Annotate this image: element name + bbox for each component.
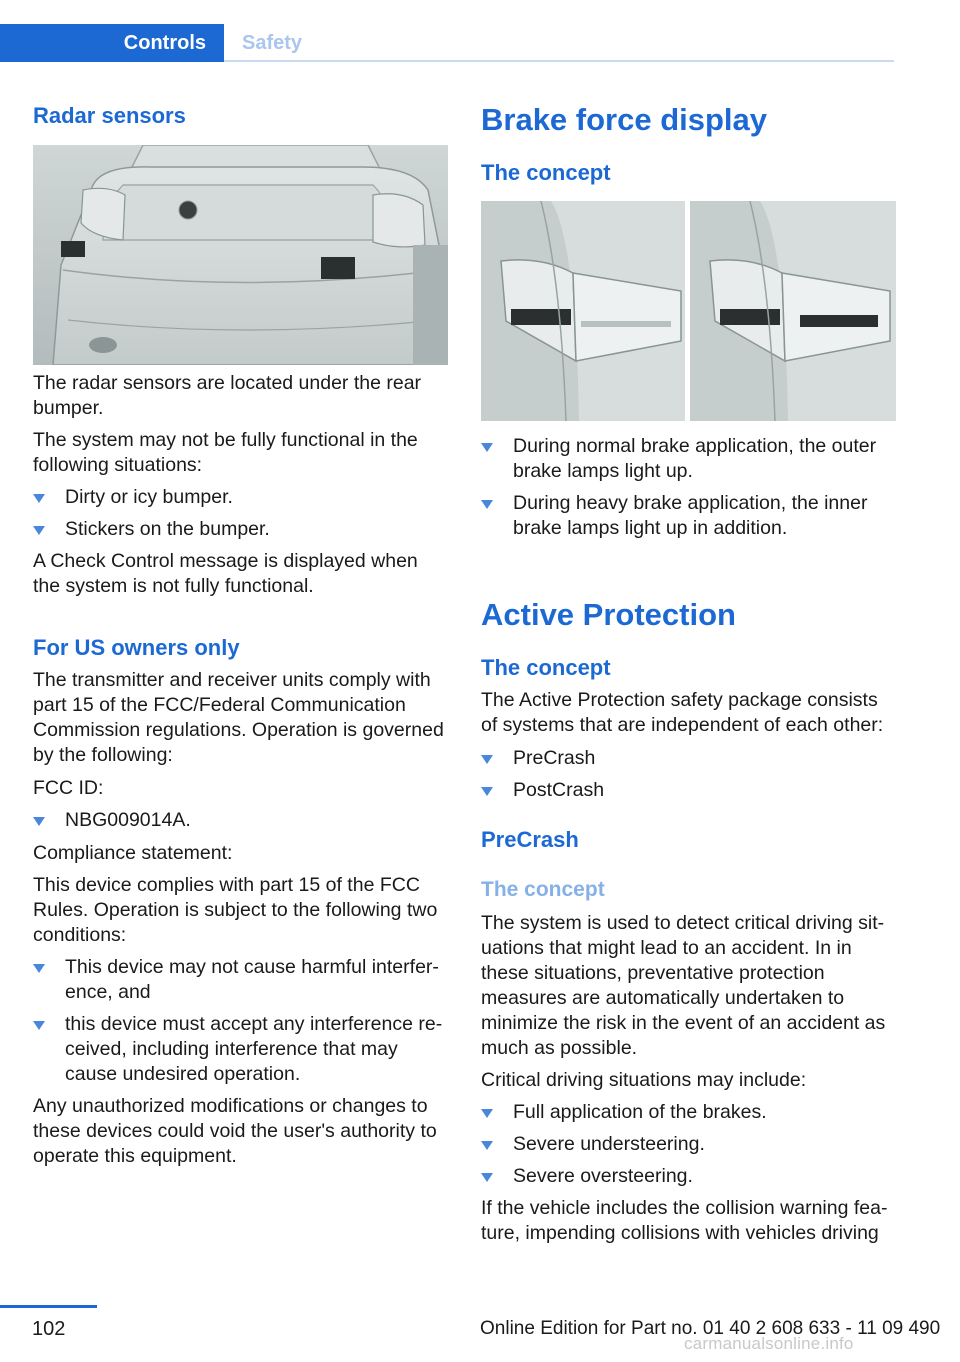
active-protection-systems-list <box>481 746 897 810</box>
precrash-paragraph-situations: Critical driving situations may include: <box>481 1069 807 1091</box>
online-edition-note: Online Edition for Part no. 01 40 2 608 633 - 11 09 490 <box>480 1318 941 1339</box>
active-concept-heading: The concept <box>481 655 611 680</box>
list-item: Severe oversteering. <box>481 1164 897 1189</box>
precrash-heading: PreCrash <box>481 827 579 852</box>
fcc-id-list <box>33 808 449 840</box>
radar-sensors-heading: Radar sensors <box>33 103 186 128</box>
list-item: this device must accept any interference received, including interference that may cause undesired operation. <box>33 1012 449 1087</box>
active-protection-paragraph: The Active Protection safety package consists of systems that are independent of each other: <box>481 689 884 736</box>
radar-situation-list <box>33 485 449 549</box>
list-item: Stickers on the bumper. <box>33 517 449 542</box>
page-number: 102 <box>32 1318 66 1340</box>
tab-safety[interactable]: Safety <box>242 31 303 54</box>
radar-paragraph-location: The radar sensors are located under the rear bumper. <box>33 372 422 419</box>
list-item: Severe understeering. <box>481 1132 897 1157</box>
radar-paragraph-situations: The system may not be fully functional in the following situations: <box>33 429 418 476</box>
list-item: During heavy brake application, the inner brake lamps light up in addition. <box>481 491 897 541</box>
list-item: PreCrash <box>481 746 897 771</box>
section-tabs <box>0 0 960 64</box>
bullet-triangle-icon <box>33 494 45 503</box>
list-item: This device may not cause harmful interference, and <box>33 955 449 1005</box>
radar-sensor-car-rear-image <box>33 145 448 365</box>
list-item: PostCrash <box>481 778 897 803</box>
fcc-id-label: FCC ID: <box>33 777 104 799</box>
critical-situations-list <box>481 1100 897 1196</box>
us-owners-paragraph: The transmitter and receiver units comply with part 15 of the FCC/Federal Communication Commission regulations. Operation is governed by the following: <box>33 669 444 766</box>
bullet-triangle-icon <box>481 1109 493 1118</box>
brake-concept-heading: The concept <box>481 160 611 185</box>
bullet-triangle-icon <box>481 1141 493 1150</box>
collision-warning-paragraph: If the vehicle includes the collision warning feature, impending collisions with vehicles driving <box>481 1197 888 1244</box>
brake-lamp-list <box>481 434 897 548</box>
list-item: Full application of the brakes. <box>481 1100 897 1125</box>
compliance-label: Compliance statement: <box>33 842 233 864</box>
list-item: Dirty or icy bumper. <box>33 485 449 510</box>
watermark-text: carmanualsonline.info <box>684 1334 854 1353</box>
bullet-triangle-icon <box>33 526 45 535</box>
active-protection-heading: Active Protection <box>481 597 736 632</box>
tab-controls[interactable]: Controls <box>0 24 224 62</box>
bullet-triangle-icon <box>33 1021 45 1030</box>
bullet-triangle-icon <box>481 787 493 796</box>
us-owners-heading: For US owners only <box>33 635 240 660</box>
bullet-triangle-icon <box>481 755 493 764</box>
precrash-paragraph-detect: The system is used to detect critical driving situations that might lead to an accident. In in these situations, preventative protection measures are automatically undertaken to minimize the risk in the event of an accident as much as possible. <box>481 912 886 1059</box>
bullet-triangle-icon <box>481 1173 493 1182</box>
compliance-conditions-list <box>33 955 449 1094</box>
list-item: NBG009014A. <box>33 808 449 833</box>
radar-paragraph-check-control: A Check Control message is displayed when the system is not fully functional. <box>33 550 418 597</box>
tab-underline <box>224 60 894 62</box>
bullet-triangle-icon <box>33 964 45 973</box>
brake-lamp-normal-image <box>481 201 685 421</box>
precrash-concept-heading: The concept <box>481 878 605 901</box>
footer-rule <box>0 1305 97 1308</box>
bullet-triangle-icon <box>481 500 493 509</box>
bullet-triangle-icon <box>33 817 45 826</box>
list-item: During normal brake application, the outer brake lamps light up. <box>481 434 897 484</box>
unauthorized-modifications-paragraph: Any unauthorized modifications or changes to these devices could void the user's authority to operate this equipment. <box>33 1095 437 1167</box>
brake-lamp-heavy-image <box>690 201 896 421</box>
brake-force-display-heading: Brake force display <box>481 102 768 137</box>
bullet-triangle-icon <box>481 443 493 452</box>
compliance-paragraph: This device complies with part 15 of the FCC Rules. Operation is subject to the following two conditions: <box>33 874 438 946</box>
